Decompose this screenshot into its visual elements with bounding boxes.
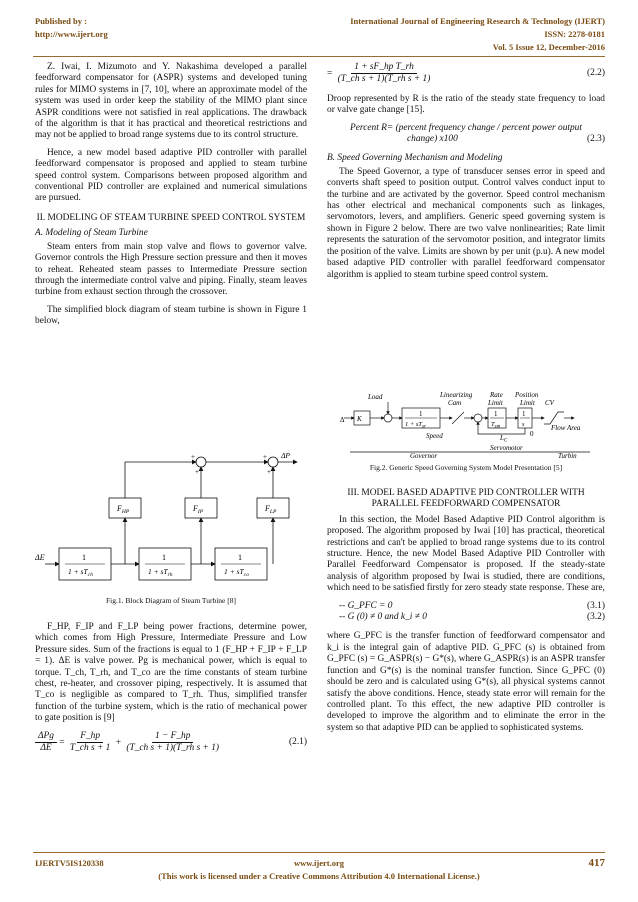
cv-label: CV [545, 399, 554, 407]
equation-number: (2.1) [289, 736, 307, 747]
equation-2-1 [35, 731, 307, 755]
block-numerator: 1 [162, 553, 166, 562]
equation-fraction: $\frac{F\_hp}{\text{T\_ch s + 1}}$ [69, 730, 111, 754]
site-link[interactable]: http://www.ijert.org [35, 29, 108, 39]
paragraph: The Speed Governor, a type of transducer senses error in speed and converts shaft speed to position output. Control valves conduct input to the turbine and are activated by the governor. Speed control mechanism has other electrical and mechanical components such as linkages, servomotors, levers, and amplifiers. Generic speed governing system is shown in Figure 2 below. There are two valve nonlinearities; Rate limit represents the saturation of the servomotor position, and integrator limits the position of the valve. Limits are shown by per unit (p.u). A new model based adaptive PID controller with parallel feedforward compensator algorithm is applied to steam turbine speed control system. [327, 166, 605, 280]
block-numerator: 1 [419, 410, 423, 418]
equation-2-3 [327, 123, 605, 146]
condition-3-1: -- G_PFC = 0 (3.1) [339, 600, 605, 611]
fip-label: $F_{IP}$ [193, 504, 204, 515]
equals-sign: = [59, 737, 65, 748]
position-label: Position [515, 392, 539, 399]
load-label: Load [368, 393, 383, 401]
summer-node [196, 457, 206, 467]
equation-line: Percent R= (percent frequency change / percent power output [350, 122, 582, 133]
rate-label: Rate [490, 392, 503, 399]
block-numerator: 1 [82, 553, 86, 562]
section-heading: II. MODELING OF STEAM TURBINE SPEED CONTROL SYSTEM [36, 212, 306, 223]
plus-sign: + [263, 453, 267, 461]
steam-turbine-block-diagram [35, 452, 307, 592]
condition-3-2: -- G (0) ≠ 0 and k_i ≠ 0 (3.2) [339, 612, 605, 623]
subsection-heading: B. Speed Governing Mechanism and Modeling [327, 153, 503, 164]
license-text: (This work is licensed under a Creative Commons Attribution 4.0 International License.) [158, 871, 480, 881]
fhp-label: $F_{HP}$ [117, 504, 130, 515]
paragraph: Droop represented by R is the ratio of the steady state frequency to load or valve gate change [15]. [327, 93, 605, 116]
flow-area-label: Flow Area [551, 424, 581, 432]
section-heading: III. MODEL BASED ADAPTIVE PID CONTROLLER WITH PARALLEL FEEDFORWARD COMPENSATOR [347, 488, 585, 510]
equation-line: change) x100 [407, 134, 458, 145]
block-denominator: s [522, 421, 525, 428]
equals-sign: = [327, 69, 333, 80]
summer-node [384, 414, 392, 422]
page-number: 417 [588, 857, 605, 869]
issn: ISSN: 2278-0181 [544, 29, 605, 39]
governor-range-arrows [340, 444, 602, 460]
block-denominator: $1 + sT_{ch}$ [68, 567, 93, 578]
paragraph: Z. Iwai, I. Mizumoto and Y. Nakashima developed a parallel feedforward compensator for (ASPR) systems and developed tuning rules for MIMO systems in [7, 10], where an approximate model of the system was used in order keep the stability of the MIMO plant since ASPR conditions were not satisfied in real applications. The drawback of the algorithm is that it has practical and theoretical restrictions and may not be applied to broad range systems due to its control structure. [35, 62, 307, 141]
equation-number: (3.1) [587, 600, 605, 611]
block-numerator: 1 [522, 410, 526, 418]
block-denominator: $1 + sT_{rh}$ [148, 567, 173, 578]
publisher-label: Published by : [35, 16, 87, 26]
left-column [35, 62, 307, 334]
speed-governing-diagram [340, 392, 602, 444]
block-numerator: 1 [494, 410, 498, 418]
block-denominator: $T_{sm}$ [491, 421, 501, 430]
figure-caption: Fig.2. Generic Speed Governing System Model Presentation [5] [369, 463, 563, 472]
speed-label: Speed [426, 432, 443, 440]
block-denominator: $1 + sT_{co}$ [224, 567, 249, 578]
footer-site-link[interactable]: www.ijert.org [293, 858, 345, 868]
delta-label: Δ [340, 416, 345, 424]
equation-fraction: $\frac{\text{ΔPg}}{\Delta E}$ [35, 731, 57, 755]
plus-sign: + [195, 468, 199, 476]
rate-limit-label: Limit [488, 399, 503, 407]
flp-block [257, 498, 289, 518]
servomotor-label: Servomotor [490, 444, 523, 452]
block-numerator: 1 [238, 553, 242, 562]
right-column [327, 62, 605, 287]
lc-label: $L_C$ [500, 434, 508, 444]
volume-issue: Vol. 5 Issue 12, December-2016 [492, 42, 605, 52]
delta-e-label: ΔE [35, 553, 45, 562]
plus-sign: + [115, 737, 121, 748]
block-denominator: $1 + sT_{sr}$ [405, 421, 426, 430]
fhp-block [109, 498, 141, 518]
fip-block [185, 498, 217, 518]
paragraph: Hence, a new model based adaptive PID controller with parallel feedforward compensator is proposed and applied to steam turbine speed control system. Comparisons between proposed algorithm and conventional PID controller are explained and numerical simulations are pursued. [35, 147, 307, 204]
zero-label: 0 [530, 430, 534, 438]
equation-2-2 [327, 62, 605, 86]
equation-number: (2.3) [587, 134, 605, 145]
left-column-lower [35, 622, 307, 754]
subsection-heading: A. Modeling of Steam Turbine [35, 228, 148, 239]
linearizing-label: Linearizing [440, 392, 473, 399]
governor-label: Governor [410, 452, 438, 460]
cam-curve [452, 412, 464, 424]
equation-fraction: $\frac{\text{1 + sF\_hp T\_rh}}{\text{(T\_ch s + 1)(T\_rh s + 1)}}$ [337, 62, 431, 85]
cam-label: Cam [448, 399, 462, 407]
right-column-lower [327, 480, 605, 740]
kr-label: K [357, 415, 362, 423]
paragraph: Steam enters from main stop valve and flows to governor valve. Governor controls the High Pressure section pressure and then it moves to reheat. Reheated steam passes to Intermediate Pressure section through the intermediate control valve and piping. Finally, steam leaves turbine from exhaust section through the crossover. [35, 241, 307, 298]
paragraph: In this section, the Model Based Adaptive PID Control algorithm is proposed. The algorithm proposed by Iwai [10] has practical, theoretical restrictions and can't be applied to broad range systems due to its control structure. Hence, the new Model Based Adaptive PID Controller with Parallel Feedforward Compensator is proposed. If the steady-state analysis of algorithm proposed by Iwai is studied, there are conditions, which need to be satisfied firstly for zero steady state response. These are, [327, 514, 605, 594]
figure-caption: Fig.1. Block Diagram of Steam Turbine [8] [106, 596, 236, 605]
plus-sign: + [267, 468, 271, 476]
equation-fraction: $\frac{1 - F\_hp}{\text{(T\_ch s + 1)(T\_rh s + 1)}}$ [126, 730, 220, 754]
journal-title: International Journal of Engineering Research & Technology (IJERT) [350, 16, 605, 26]
paragraph: where G_PFC is the transfer function of feedforward compensator and k_i is the integral gain of adaptive PID. G_PFC (s) is obtained from G_PFC (s) = G_ASPR(s) − G*(s), where G_ASPR(s) is an ASPR transfer function and G*(s) is the nominal transfer function. Since G_PFC (0) should be zero and is calculated using G*(s), all physical systems cannot satisfy the above conditions. Hence, steady state error will remain for the controlled plant. To this effect, the new adaptive PID controller is developed to improve the algorithm and to eliminate the error in the system so that adaptive PID can be applied to sophisticated systems. [327, 631, 605, 733]
plus-sign: + [191, 453, 195, 461]
summer-node [474, 414, 482, 422]
header-rule [33, 56, 605, 57]
equation-number: (3.2) [587, 612, 605, 623]
flp-label: $F_{LP}$ [265, 504, 277, 515]
footer-rule [33, 852, 605, 853]
paper-id: IJERTV5IS120338 [35, 858, 104, 868]
turbin-label: Turbin [558, 452, 577, 460]
paragraph: F_HP, F_IP and F_LP being power fractions, determine power, which comes from High Pressure, Intermediate Pressure and Low Pressure sides. Sum of the fractions is equal to 1 (F_HP + F_IP + F_LP = 1). ΔE is valve power. Pg is mechanical power, which is equal to torque. T_ch, T_rh, and T_co are the time constants of steam turbine chest, re-heater, and crossover piping, respectively. It is assumed that T_co is negligible as compared to T_rh. Thus, simplified transfer function of the turbine system, which is the ratio of mechanical power to gate position is [9] [35, 622, 307, 724]
paragraph: The simplified block diagram of steam turbine is shown in Figure 1 below, [35, 304, 307, 327]
position-limit-label: Limit [520, 399, 535, 407]
summer-node [268, 457, 278, 467]
equation-number: (2.2) [587, 68, 605, 79]
delta-pg-label: ΔP [281, 452, 290, 460]
cv-curve [544, 412, 564, 424]
